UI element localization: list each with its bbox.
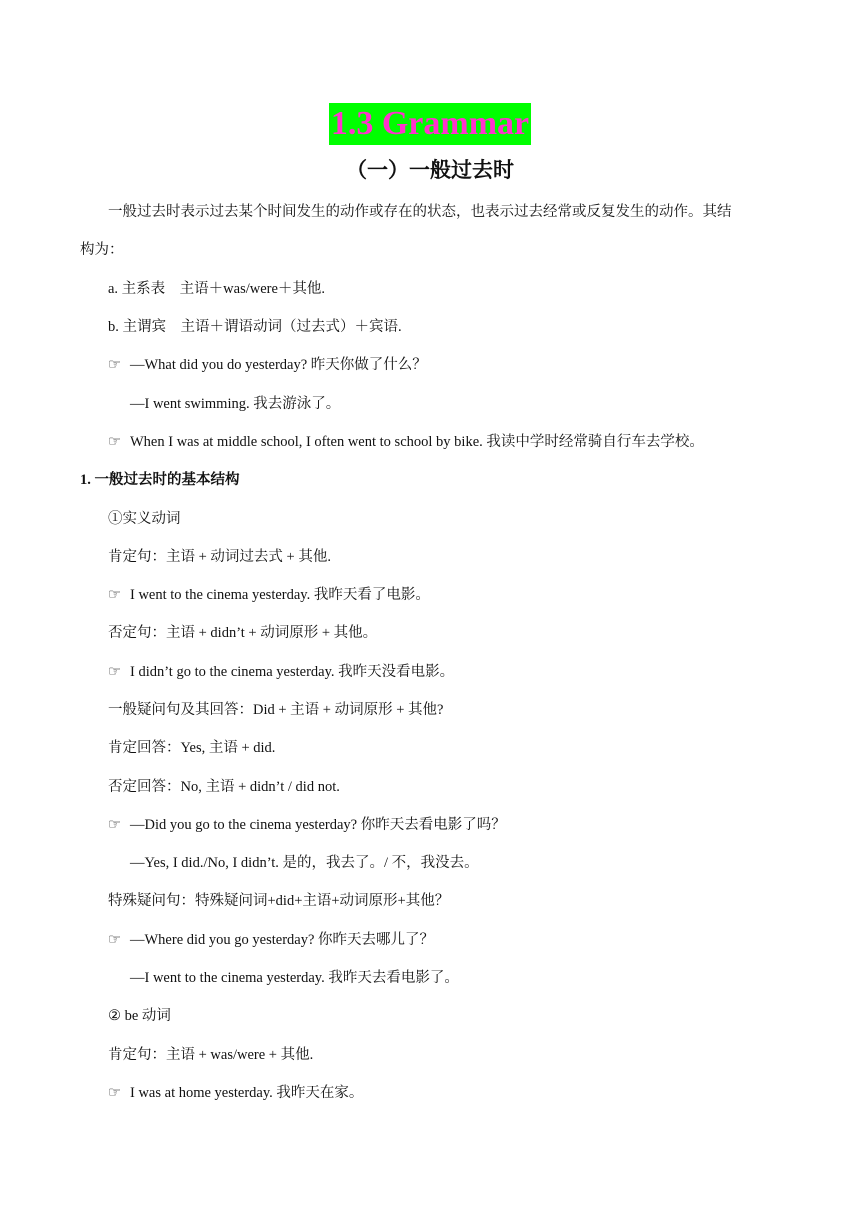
intro-text-line2: 构为：: [80, 242, 124, 258]
affirmative-rule: 肯定句：主语 + 动词过去式 + 其他.: [108, 549, 331, 565]
example-text: —What did you do yesterday? 昨天你做了什么？: [130, 357, 427, 373]
pointing-hand-icon: ☞: [108, 817, 121, 833]
wh-question-rule: 特殊疑问句：特殊疑问词+did+主语+动词原形+其他？: [108, 893, 450, 909]
pointing-hand-icon: ☞: [108, 1085, 121, 1101]
pointing-hand-icon: ☞: [108, 357, 121, 373]
pointing-hand-icon: ☞: [108, 587, 121, 603]
pointing-hand-icon: ☞: [108, 434, 121, 450]
title-block: [0, 103, 860, 145]
example-text: I didn’t go to the cinema yesterday. 我昨天没看电影。: [130, 664, 455, 680]
example-text: I was at home yesterday. 我昨天在家。: [130, 1085, 364, 1101]
page-title: 1.3 Grammar: [329, 103, 531, 145]
yes-answer-rule: 肯定回答：Yes, 主语 + did.: [108, 740, 276, 756]
example-text: —Where did you go yesterday? 你昨天去哪儿了？: [130, 932, 435, 948]
question-example-answer: —Yes, I did./No, I didn’t. 是的，我去了。/ 不，我没去。: [130, 855, 479, 871]
question-rule: 一般疑问句及其回答：Did + 主语 + 动词原形 + 其他?: [108, 702, 444, 718]
example-text: I went to the cinema yesterday. 我昨天看了电影。: [130, 587, 430, 603]
structure-b: b. 主谓宾 主语＋谓语动词（过去式）＋宾语.: [108, 319, 402, 335]
example-1-question: [108, 355, 427, 375]
section-heading: 1. 一般过去时的基本结构: [80, 472, 240, 488]
wh-question-example: [108, 930, 434, 950]
negative-example: [108, 662, 454, 682]
intro-text-line1: 一般过去时表示过去某个时间发生的动作或存在的状态，也表示过去经常或反复发生的动作。其结: [108, 204, 732, 220]
pointing-hand-icon: ☞: [108, 932, 121, 948]
example-text: —Did you go to the cinema yesterday? 你昨天去看电影了吗？: [130, 817, 506, 833]
subheading-main-verb: ①实义动词: [108, 511, 181, 527]
negative-rule: 否定句：主语 + didn’t + 动词原形 + 其他。: [108, 625, 378, 641]
example-2: [108, 432, 704, 452]
no-answer-rule: 否定回答：No, 主语 + didn’t / did not.: [108, 779, 340, 795]
affirmative-example: [108, 585, 430, 605]
be-affirmative-rule: 肯定句：主语 + was/were + 其他.: [108, 1047, 314, 1063]
pointing-hand-icon: ☞: [108, 664, 121, 680]
example-1-answer: —I went swimming. 我去游泳了。: [130, 396, 341, 412]
wh-question-example-answer: —I went to the cinema yesterday. 我昨天去看电影了。: [130, 970, 459, 986]
structure-a: a. 主系表 主语＋was/were＋其他.: [108, 281, 326, 297]
example-text: When I was at middle school, I often went to school by bike. 我读中学时经常骑自行车去学校。: [130, 434, 704, 450]
be-affirmative-example: [108, 1083, 363, 1103]
question-example: [108, 815, 506, 835]
subheading-be-verb: ② be 动词: [108, 1008, 171, 1024]
page-subtitle: （一）一般过去时: [346, 158, 514, 182]
